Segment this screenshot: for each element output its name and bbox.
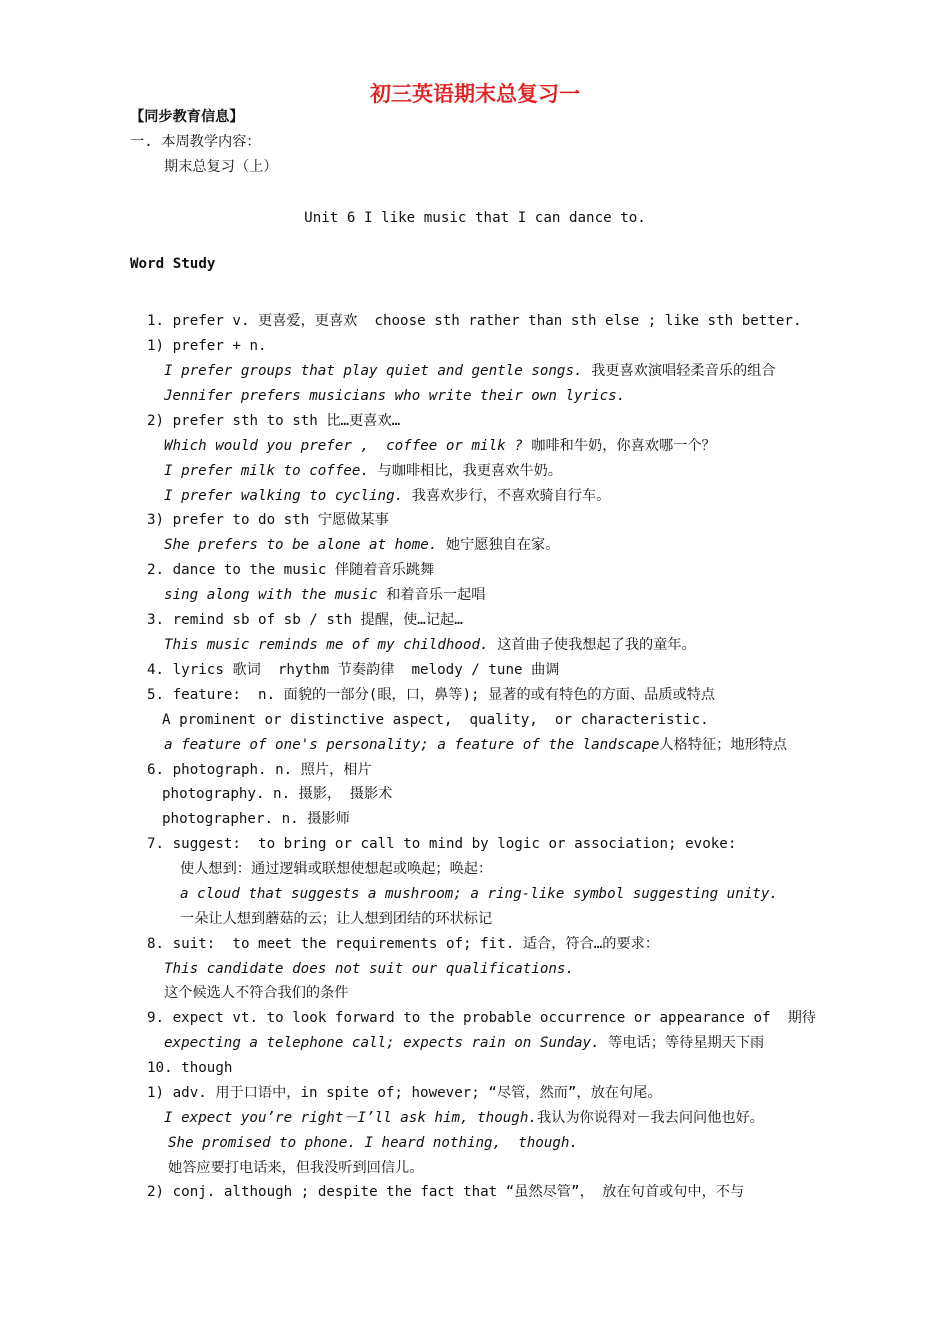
text-line [180,884,778,904]
text-line [164,461,562,481]
example-sentence: She promised to phone. I heard nothing, though. [168,1135,578,1151]
example-sentence: I expect you’re right－I’ll ask him, though. [164,1110,537,1126]
example-sentence: This music reminds me of my childhood. [164,637,489,653]
line-text: 3) prefer to do sth 宁愿做某事 [147,512,389,528]
text-line [164,735,787,755]
line-text: 10. though [147,1060,233,1076]
text-line [164,983,348,1003]
page-title: 初三英语期末总复习一 [370,82,580,106]
text-line [147,834,736,854]
line-text: 3. remind sb of sb / sth 提醒，使…记起… [147,612,463,628]
line-text: 我认为你说得对－我去问问他也好。 [536,1110,764,1126]
line-text: 一朵让人想到蘑菇的云；让人想到团结的环状标记 [180,911,493,927]
word-study-heading: Word Study [130,256,216,272]
text-line [180,859,492,879]
section-header: 【同步教育信息】 [130,109,244,125]
line-text: 这首曲子使我想起了我的童年。 [488,637,696,653]
line-text: 2) prefer sth to sth 比…更喜欢… [147,413,401,429]
line-text: photography. n. 摄影， 摄影术 [162,786,393,802]
text-line [147,1083,662,1103]
text-line [147,336,267,356]
text-line [147,660,559,680]
example-sentence: sing along with the music [164,587,378,603]
week-content-heading: 一. 本周教学内容： [130,134,261,150]
text-line [164,486,610,506]
text-line [180,909,492,929]
text-line [147,1008,816,1028]
text-line [164,361,776,381]
text-line [164,436,716,456]
text-line [164,386,625,406]
example-sentence: Which would you prefer , coffee or milk ? [164,438,523,454]
line-text: 1) prefer + n. [147,338,267,354]
line-text: A prominent or distinctive aspect, quality, or characteristic. [162,712,709,728]
text-line [164,959,574,979]
line-text: 2) conj. although ; despite the fact that “虽然尽管”， 放在句首或句中，不与 [147,1184,745,1200]
line-text: 5. feature: n. 面貌的一部分(眼，口，鼻等); 显著的或有特色的方面、品质或特点 [147,687,716,703]
example-sentence: Jennifer prefers musicians who write their own lyrics. [164,388,626,404]
line-text: 1. prefer v. 更喜爱，更喜欢 choose sth rather than sth else ; like sth better. [147,313,802,329]
line-text: 我更喜欢演唱轻柔音乐的组合 [582,363,776,379]
text-line [147,1182,744,1202]
week-content: 期末总复习（上） [164,159,278,175]
text-line [147,510,389,530]
line-text: 她答应要打电话来，但我没听到回信儿。 [168,1160,424,1176]
line-text: 2. dance to the music 伴随着音乐跳舞 [147,562,435,578]
text-line [162,784,392,804]
example-sentence: I prefer milk to coffee. [164,463,369,479]
text-line [147,411,400,431]
line-text: 这个候选人不符合我们的条件 [164,985,349,1001]
text-line [164,585,485,605]
text-line [147,311,802,331]
line-text: 咖啡和牛奶，你喜欢哪一个？ [522,438,716,454]
text-line [164,635,696,655]
text-line [168,1133,578,1153]
line-text: 4. lyrics 歌词 rhythm 节奏韵律 melody / tune 曲调 [147,662,560,678]
line-text: 使人想到：通过逻辑或联想使想起或唤起；唤起： [180,861,493,877]
text-line [162,710,709,730]
line-text: 9. expect vt. to look forward to the probable occurrence or appearance of 期待 [147,1010,816,1026]
example-sentence: I prefer groups that play quiet and gentle songs. [164,363,583,379]
line-text: 7. suggest: to bring or call to mind by logic or association; evoke: [147,836,737,852]
text-line [168,1158,423,1178]
unit-title: Unit 6 I like music that I can dance to. [304,210,646,226]
example-sentence: This candidate does not suit our qualifications. [164,961,574,977]
example-sentence: She prefers to be alone at home. [164,537,438,553]
text-line [147,685,715,705]
example-sentence: a feature of one's personality; a feature of the landscape [164,737,660,753]
text-line [147,560,434,580]
line-text: 她宁愿独自在家。 [437,537,560,553]
line-text: photographer. n. 摄影师 [162,811,350,827]
line-text: 6. photograph. n. 照片，相片 [147,762,372,778]
text-line [147,760,372,780]
text-line [162,809,350,829]
line-text: 8. suit: to meet the requirements of; fit. 适合，符合…的要求： [147,936,660,952]
text-line [147,610,463,630]
text-line [164,535,559,555]
line-text: 等电话；等待星期天下雨 [599,1035,765,1051]
example-sentence: I prefer walking to cycling. [164,488,404,504]
text-line [147,934,659,954]
line-text: 与咖啡相比，我更喜欢牛奶。 [369,463,562,479]
text-line [164,1108,764,1128]
example-sentence: expecting a telephone call; expects rain on Sunday. [164,1035,600,1051]
example-sentence: a cloud that suggests a mushroom; a ring-like symbol suggesting unity. [180,886,778,902]
line-text: 1) adv. 用于口语中，in spite of; however; “尽管，然而”，放在句尾。 [147,1085,662,1101]
text-line [147,1058,232,1078]
line-text: 我喜欢步行，不喜欢骑自行车。 [403,488,611,504]
line-text: 人格特征；地形特点 [659,737,788,753]
line-text: 和着音乐一起唱 [377,587,486,603]
text-line [164,1033,764,1053]
